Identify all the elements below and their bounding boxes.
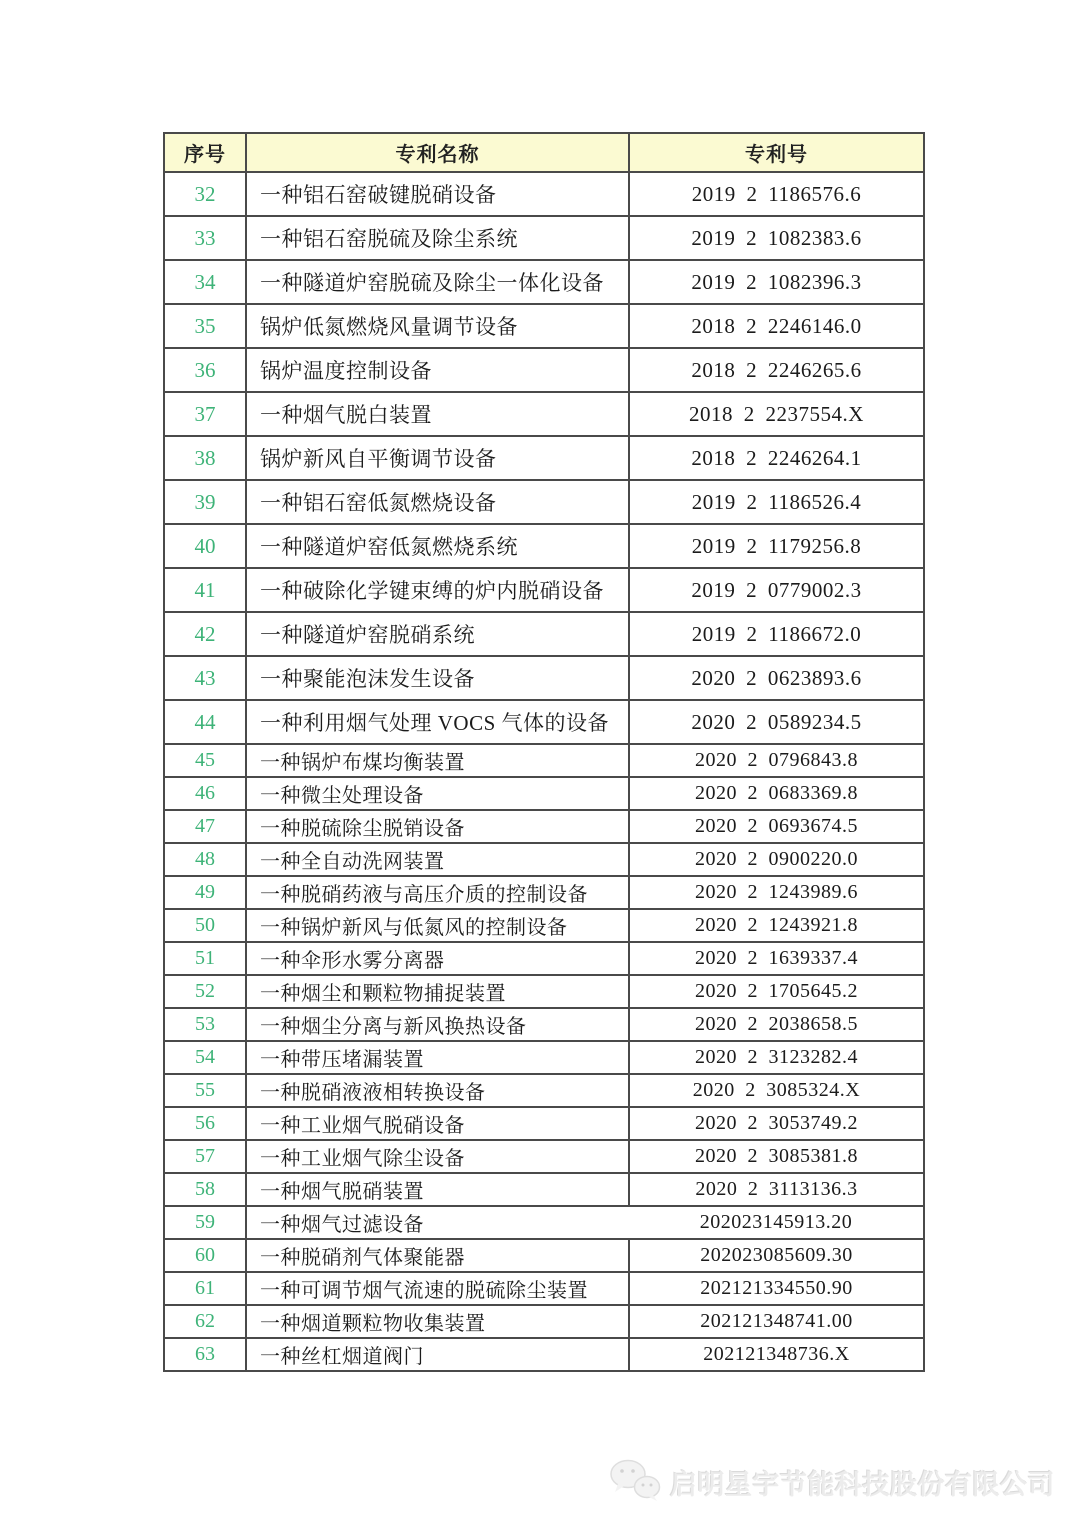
table-row: [164, 172, 924, 216]
patent-number-cell: 2019 2 1186576.6: [629, 172, 924, 216]
patent-name-cell: 一种脱硫除尘脱销设备: [246, 810, 629, 843]
patent-name-cell: 一种聚能泡沫发生设备: [246, 656, 629, 700]
patent-number-cell: 2019 2 1186526.4: [629, 480, 924, 524]
serial-cell: 35: [164, 304, 246, 348]
patent-name-cell: 锅炉新风自平衡调节设备: [246, 436, 629, 480]
serial-cell: 61: [164, 1272, 246, 1305]
patent-number-cell: 202121334550.90: [629, 1272, 924, 1305]
patent-name-cell: 一种锅炉布煤均衡装置: [246, 744, 629, 777]
patent-name-cell: 一种烟尘和颗粒物捕捉装置: [246, 975, 629, 1008]
header-patent-number: 专利号: [629, 133, 924, 172]
patent-number-cell: 2020 2 1639337.4: [629, 942, 924, 975]
patent-number-cell: 2020 2 0796843.8: [629, 744, 924, 777]
serial-cell: 53: [164, 1008, 246, 1041]
table-row: [164, 216, 924, 260]
table-row: [164, 777, 924, 810]
company-watermark: [608, 1456, 1055, 1508]
serial-cell: 57: [164, 1140, 246, 1173]
table-row: [164, 480, 924, 524]
patent-name-cell: 一种铝石窑低氮燃烧设备: [246, 480, 629, 524]
patent-table-body: [164, 172, 924, 1371]
patent-number-cell: 2020 2 3123282.4: [629, 1041, 924, 1074]
patent-number-cell: 2018 2 2246146.0: [629, 304, 924, 348]
serial-cell: 46: [164, 777, 246, 810]
patent-number-cell: 2019 2 1082396.3: [629, 260, 924, 304]
patent-name-cell: 一种可调节烟气流速的脱硫除尘装置: [246, 1272, 629, 1305]
patent-number-cell: 2019 2 1082383.6: [629, 216, 924, 260]
table-row: [164, 392, 924, 436]
serial-cell: 50: [164, 909, 246, 942]
patent-name-cell: 一种隧道炉窑脱硝系统: [246, 612, 629, 656]
patent-name-cell: 一种全自动洗网装置: [246, 843, 629, 876]
patent-name-cell: 一种利用烟气处理 VOCS 气体的设备: [246, 700, 629, 744]
serial-cell: 62: [164, 1305, 246, 1338]
patent-number-cell: 2020 2 1705645.2: [629, 975, 924, 1008]
patent-name-cell: 一种烟气脱硝装置: [246, 1173, 629, 1206]
serial-cell: 43: [164, 656, 246, 700]
table-header-row: [164, 133, 924, 172]
patent-name-cell: 一种带压堵漏装置: [246, 1041, 629, 1074]
table-row: [164, 1272, 924, 1305]
table-row: [164, 1239, 924, 1272]
serial-cell: 34: [164, 260, 246, 304]
patent-number-cell: 202023085609.30: [629, 1239, 924, 1272]
serial-cell: 42: [164, 612, 246, 656]
table-row: [164, 1206, 924, 1239]
patent-name-cell: 一种工业烟气脱硝设备: [246, 1107, 629, 1140]
table-row: [164, 1173, 924, 1206]
patent-number-cell: 202121348736.X: [629, 1338, 924, 1371]
table-row: [164, 843, 924, 876]
patent-number-cell: 2020 2 0683369.8: [629, 777, 924, 810]
patent-name-cell: 一种烟尘分离与新风换热设备: [246, 1008, 629, 1041]
table-row: [164, 909, 924, 942]
patent-number-cell: 202023145913.20: [629, 1206, 924, 1239]
patent-name-cell: 一种隧道炉窑脱硫及除尘一体化设备: [246, 260, 629, 304]
company-name: 启明星宇节能科技股份有限公司: [670, 1469, 1055, 1500]
serial-cell: 39: [164, 480, 246, 524]
serial-cell: 37: [164, 392, 246, 436]
serial-cell: 49: [164, 876, 246, 909]
patent-name-cell: 一种锅炉新风与低氮风的控制设备: [246, 909, 629, 942]
patent-number-cell: 2019 2 1179256.8: [629, 524, 924, 568]
table-row: [164, 568, 924, 612]
serial-cell: 56: [164, 1107, 246, 1140]
patent-number-cell: 2020 2 3113136.3: [629, 1173, 924, 1206]
patent-number-cell: 2020 2 0693674.5: [629, 810, 924, 843]
patent-name-cell: 锅炉低氮燃烧风量调节设备: [246, 304, 629, 348]
table-row: [164, 1074, 924, 1107]
patent-number-cell: 2020 2 0589234.5: [629, 700, 924, 744]
serial-cell: 44: [164, 700, 246, 744]
table-row: [164, 1041, 924, 1074]
patent-name-cell: 一种隧道炉窑低氮燃烧系统: [246, 524, 629, 568]
serial-cell: 48: [164, 843, 246, 876]
serial-cell: 40: [164, 524, 246, 568]
patent-name-cell: 一种脱硝药液与高压介质的控制设备: [246, 876, 629, 909]
table-row: [164, 1140, 924, 1173]
serial-cell: 41: [164, 568, 246, 612]
serial-cell: 33: [164, 216, 246, 260]
table-row: [164, 876, 924, 909]
patent-number-cell: 2020 2 0900220.0: [629, 843, 924, 876]
patent-name-cell: 一种脱硝剂气体聚能器: [246, 1239, 629, 1272]
table-row: [164, 1107, 924, 1140]
patent-name-cell: 一种铝石窑破键脱硝设备: [246, 172, 629, 216]
table-row: [164, 1008, 924, 1041]
table-row: [164, 348, 924, 392]
patent-number-cell: 2019 2 0779002.3: [629, 568, 924, 612]
table-row: [164, 436, 924, 480]
patent-number-cell: 2020 2 1243989.6: [629, 876, 924, 909]
table-row: [164, 700, 924, 744]
table-row: [164, 1338, 924, 1371]
patent-number-cell: 2018 2 2246264.1: [629, 436, 924, 480]
patent-name-cell: 一种破除化学键束缚的炉内脱硝设备: [246, 568, 629, 612]
patent-name-cell: 一种微尘处理设备: [246, 777, 629, 810]
patent-number-cell: 202121348741.00: [629, 1305, 924, 1338]
table-row: [164, 524, 924, 568]
serial-cell: 58: [164, 1173, 246, 1206]
serial-cell: 32: [164, 172, 246, 216]
serial-cell: 51: [164, 942, 246, 975]
patent-name-cell: 一种烟道颗粒物收集装置: [246, 1305, 629, 1338]
patent-number-cell: 2020 2 1243921.8: [629, 909, 924, 942]
patent-number-cell: 2020 2 3053749.2: [629, 1107, 924, 1140]
serial-cell: 63: [164, 1338, 246, 1371]
patent-number-cell: 2020 2 0623893.6: [629, 656, 924, 700]
patent-number-cell: 2020 2 2038658.5: [629, 1008, 924, 1041]
serial-cell: 55: [164, 1074, 246, 1107]
serial-cell: 59: [164, 1206, 246, 1239]
table-row: [164, 942, 924, 975]
serial-cell: 52: [164, 975, 246, 1008]
patent-name-cell: 一种烟气脱白装置: [246, 392, 629, 436]
table-row: [164, 1305, 924, 1338]
patent-name-cell: 锅炉温度控制设备: [246, 348, 629, 392]
patent-name-cell: 一种烟气过滤设备: [246, 1206, 629, 1239]
patent-number-cell: 2018 2 2237554.X: [629, 392, 924, 436]
table-row: [164, 975, 924, 1008]
wechat-icon: [608, 1457, 662, 1508]
patent-number-cell: 2020 2 3085324.X: [629, 1074, 924, 1107]
patent-name-cell: 一种丝杠烟道阀门: [246, 1338, 629, 1371]
table-row: [164, 612, 924, 656]
patent-number-cell: 2018 2 2246265.6: [629, 348, 924, 392]
patent-name-cell: 一种工业烟气除尘设备: [246, 1140, 629, 1173]
serial-cell: 47: [164, 810, 246, 843]
patent-number-cell: 2019 2 1186672.0: [629, 612, 924, 656]
header-serial: 序号: [164, 133, 246, 172]
serial-cell: 54: [164, 1041, 246, 1074]
table-row: [164, 810, 924, 843]
table-row: [164, 304, 924, 348]
serial-cell: 38: [164, 436, 246, 480]
patent-name-cell: 一种铝石窑脱硫及除尘系统: [246, 216, 629, 260]
patent-name-cell: 一种脱硝液液相转换设备: [246, 1074, 629, 1107]
table-row: [164, 744, 924, 777]
patent-table: [163, 132, 923, 1372]
serial-cell: 36: [164, 348, 246, 392]
serial-cell: 45: [164, 744, 246, 777]
header-patent-name: 专利名称: [246, 133, 629, 172]
serial-cell: 60: [164, 1239, 246, 1272]
table-row: [164, 260, 924, 304]
patent-name-cell: 一种伞形水雾分离器: [246, 942, 629, 975]
patent-number-cell: 2020 2 3085381.8: [629, 1140, 924, 1173]
table-row: [164, 656, 924, 700]
